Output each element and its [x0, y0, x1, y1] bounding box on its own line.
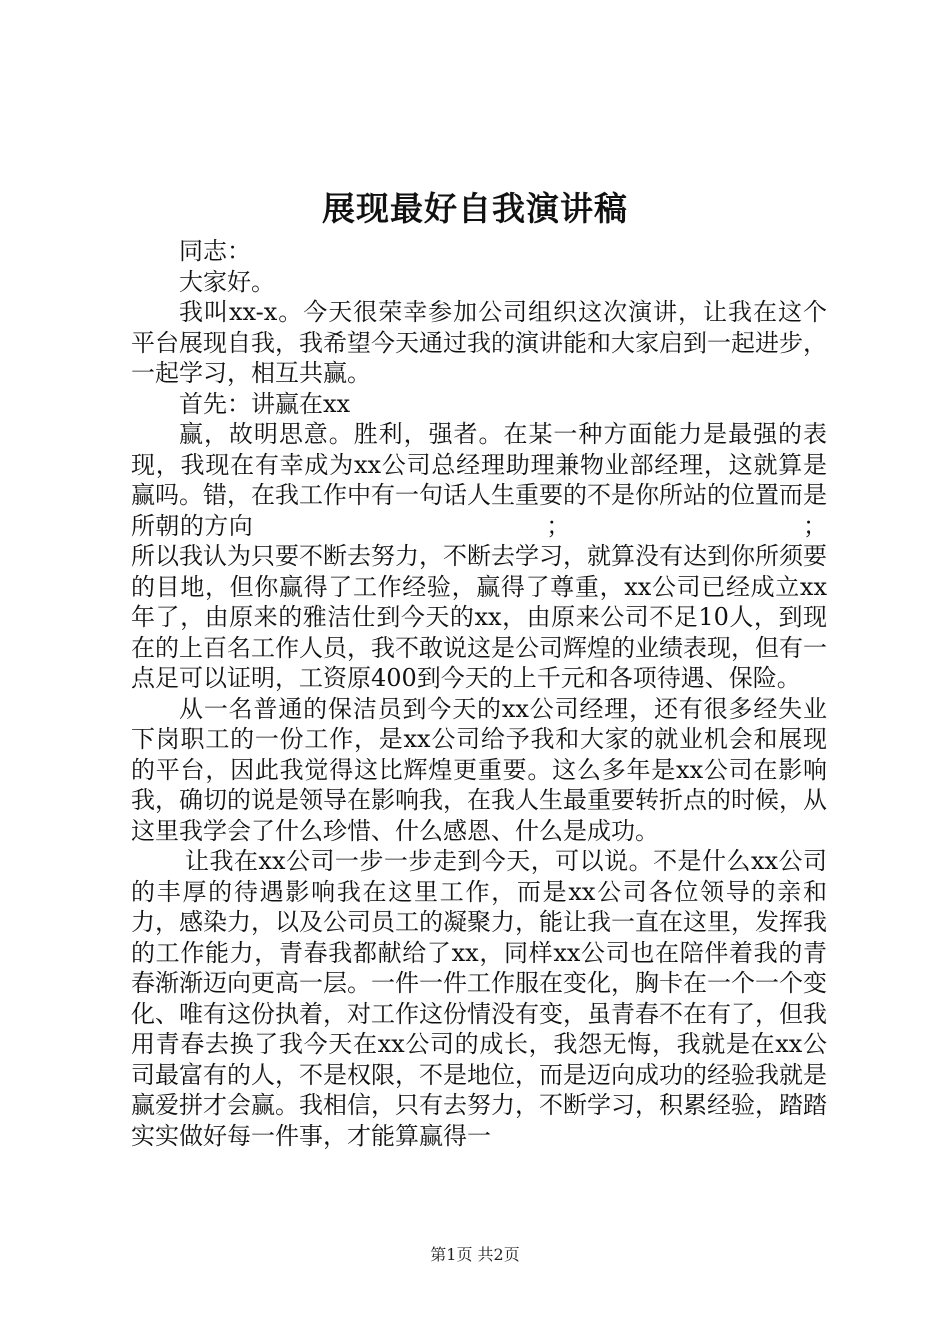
paragraph-growth: 让我在xx公司一步一步走到今天，可以说。不是什么xx公司的丰厚的待遇影响我在这里工作，而是xx公司各位领导的亲和力，感染力，以及公司员工的凝聚力，能让我一直在这里，发挥我的工作能力，青春我都献给了xx，同样xx公司也在陪伴着我的青春渐渐迈向更高一层。一件一件工作服在变化，胸卡在一个一个变化、唯有这份执着，对工作这份情没有变，虽青春不在有了，但我用青春去换了我今天在xx公司的成长，我怨无悔，我就是在xx公司最富有的人，不是权限，不是地位，而是迈向成功的经验我就是赢爱拼才会赢。我相信，只有去努力，不断学习，积累经验，踏踏实实做好每一件事，才能算赢得一 [131, 847, 827, 1150]
paragraph-intro: 我叫xx-x。今天很荣幸参加公司组织这次演讲，让我在这个平台展现自我，我希望今天通过我的演讲能和大家启到一起进步，一起学习，相互共赢。 [131, 298, 827, 387]
page-footer: 第1页 共2页 [430, 1245, 520, 1264]
greeting: 大家好。 [179, 267, 275, 296]
section-heading: 首先：讲赢在xx [179, 389, 351, 418]
document-title: 展现最好自我演讲稿 [322, 189, 628, 228]
document-body [131, 236, 827, 1151]
paragraph-win: 赢，故明思意。胜利，强者。在某一种方面能力是最强的表现，我现在有幸成为xx公司总经理助理兼物业部经理，这就算是赢吗。错，在我工作中有一句话人生重要的不是你所站的位置而是所朝的方向 ； ；所以我认为只要不断去努力，不断去学习，就算没有达到你所须要的目地，但你赢得了工作经验，赢得了尊重，xx公司已经成立xx年了，由原来的雅洁仕到今天的xx，由原来公司不足10人，到现在的上百名工作人员，我不敢说这是公司辉煌的业绩表现，但有一点足可以证明，工资原400到今天的上千元和各项待遇、保险。 [131, 420, 827, 692]
paragraph-career: 从一名普通的保洁员到今天的xx公司经理，还有很多经失业下岗职工的一份工作，是xx公司给予我和大家的就业机会和展现的平台，因此我觉得这比辉煌更重要。这么多年是xx公司在影响我，确切的说是领导在影响我，在我人生最重要转折点的时候，从这里我学会了什么珍惜、什么感恩、什么是成功。 [131, 694, 827, 845]
salutation: 同志： [179, 237, 251, 265]
